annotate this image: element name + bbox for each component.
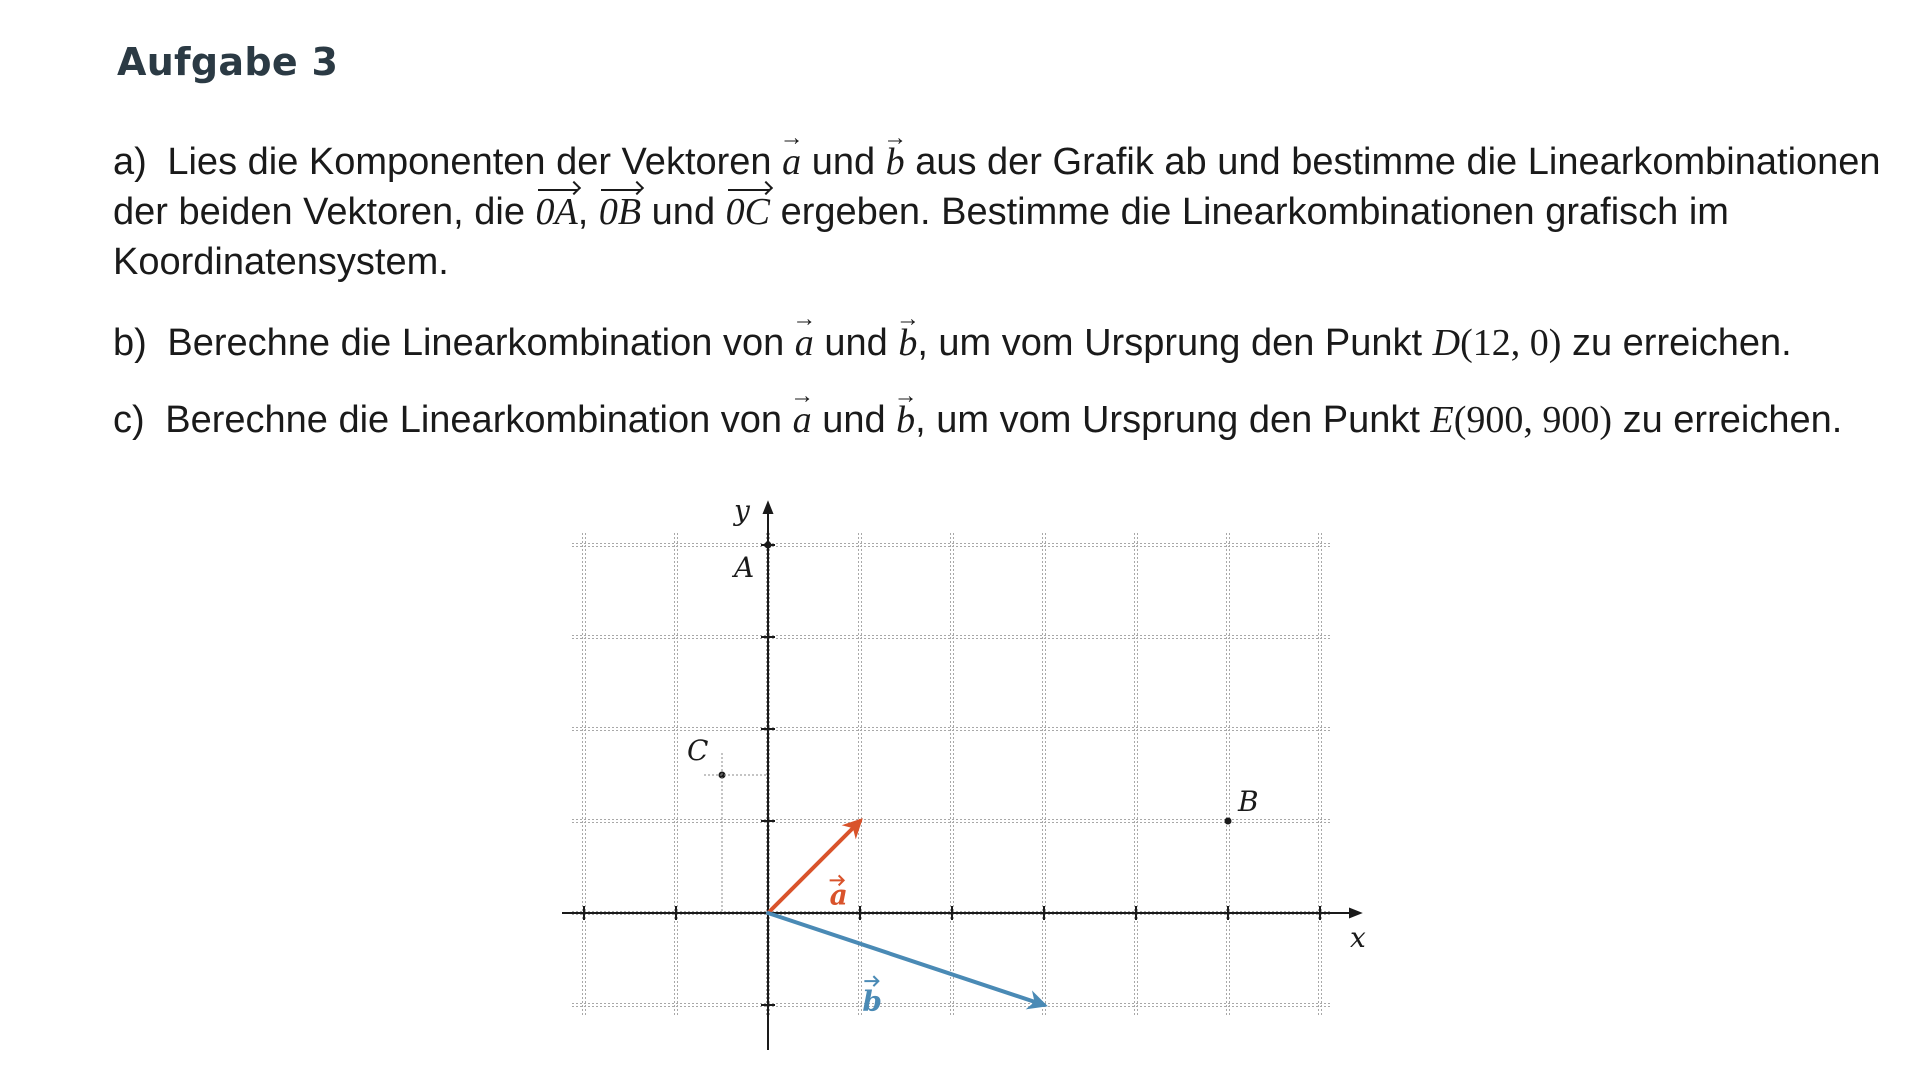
vector-b-arrow	[768, 913, 1044, 1005]
vector-0a-symbol: 0A	[536, 187, 578, 237]
vector-0b-symbol: 0B	[599, 187, 641, 237]
point-b-label: B	[1238, 785, 1259, 818]
task-a-label: a)	[113, 141, 147, 183]
task-c-text-3: , um vom Ursprung den Punkt	[915, 399, 1420, 441]
axis-ticks	[584, 545, 1320, 1005]
vector-0c-symbol: 0C	[726, 187, 770, 237]
task-a-text-4: und	[651, 191, 716, 233]
task-a-text-3: aus der Grafik ab und bestimme die Linearkombinationen der beiden Vektoren, die	[113, 141, 1881, 233]
point-a	[765, 542, 772, 549]
x-axis-label: x	[1350, 921, 1366, 954]
vector-b-symbol: → b	[886, 137, 905, 187]
vector-b-symbol: → b	[898, 318, 917, 368]
vector-a-label-group	[830, 875, 848, 911]
vector-b-symbol: → b	[896, 395, 915, 445]
grid	[572, 533, 1332, 1017]
task-b-label: b)	[113, 322, 147, 364]
point-d-symbol: D	[1432, 322, 1461, 364]
task-c-label: c)	[113, 399, 145, 441]
task-a-text-5: ergeben. Bestimme die Linearkombinationen grafisch im Koordinatensystem.	[113, 191, 1729, 283]
point-e-coordinates: (900, 900)	[1453, 399, 1613, 441]
vector-b-label: b	[862, 985, 882, 1019]
point-e-symbol: E	[1430, 399, 1454, 441]
point-b	[1225, 818, 1232, 825]
vector-a-symbol: → a	[795, 318, 814, 368]
y-axis-label: y	[734, 494, 750, 527]
point-c-label: C	[687, 734, 709, 767]
task-b-text-1: Berechne die Linearkombination von	[167, 322, 785, 364]
task-a-text-2: und	[811, 141, 876, 183]
task-c-text-2: und	[822, 399, 886, 441]
vector-a-symbol: → a	[782, 137, 801, 187]
point-a-label: A	[734, 551, 755, 584]
point-d-coordinates: (12, 0)	[1460, 322, 1562, 364]
task-b-text-4: zu erreichen.	[1571, 322, 1792, 364]
task-a-text-1: Lies die Komponenten der Vektoren	[167, 141, 772, 183]
task-b-text-2: und	[824, 322, 888, 364]
vector-a-symbol: → a	[793, 395, 812, 445]
task-heading: Aufgabe 3	[117, 40, 339, 84]
task-a-separator: ,	[577, 191, 589, 233]
task-c-text-4: zu erreichen.	[1622, 399, 1843, 441]
vector-b-label-group	[862, 976, 882, 1018]
task-b-text-3: , um vom Ursprung den Punkt	[917, 322, 1423, 364]
task-c-text-1: Berechne die Linearkombination von	[165, 399, 783, 441]
vector-a-label: a	[829, 878, 848, 912]
